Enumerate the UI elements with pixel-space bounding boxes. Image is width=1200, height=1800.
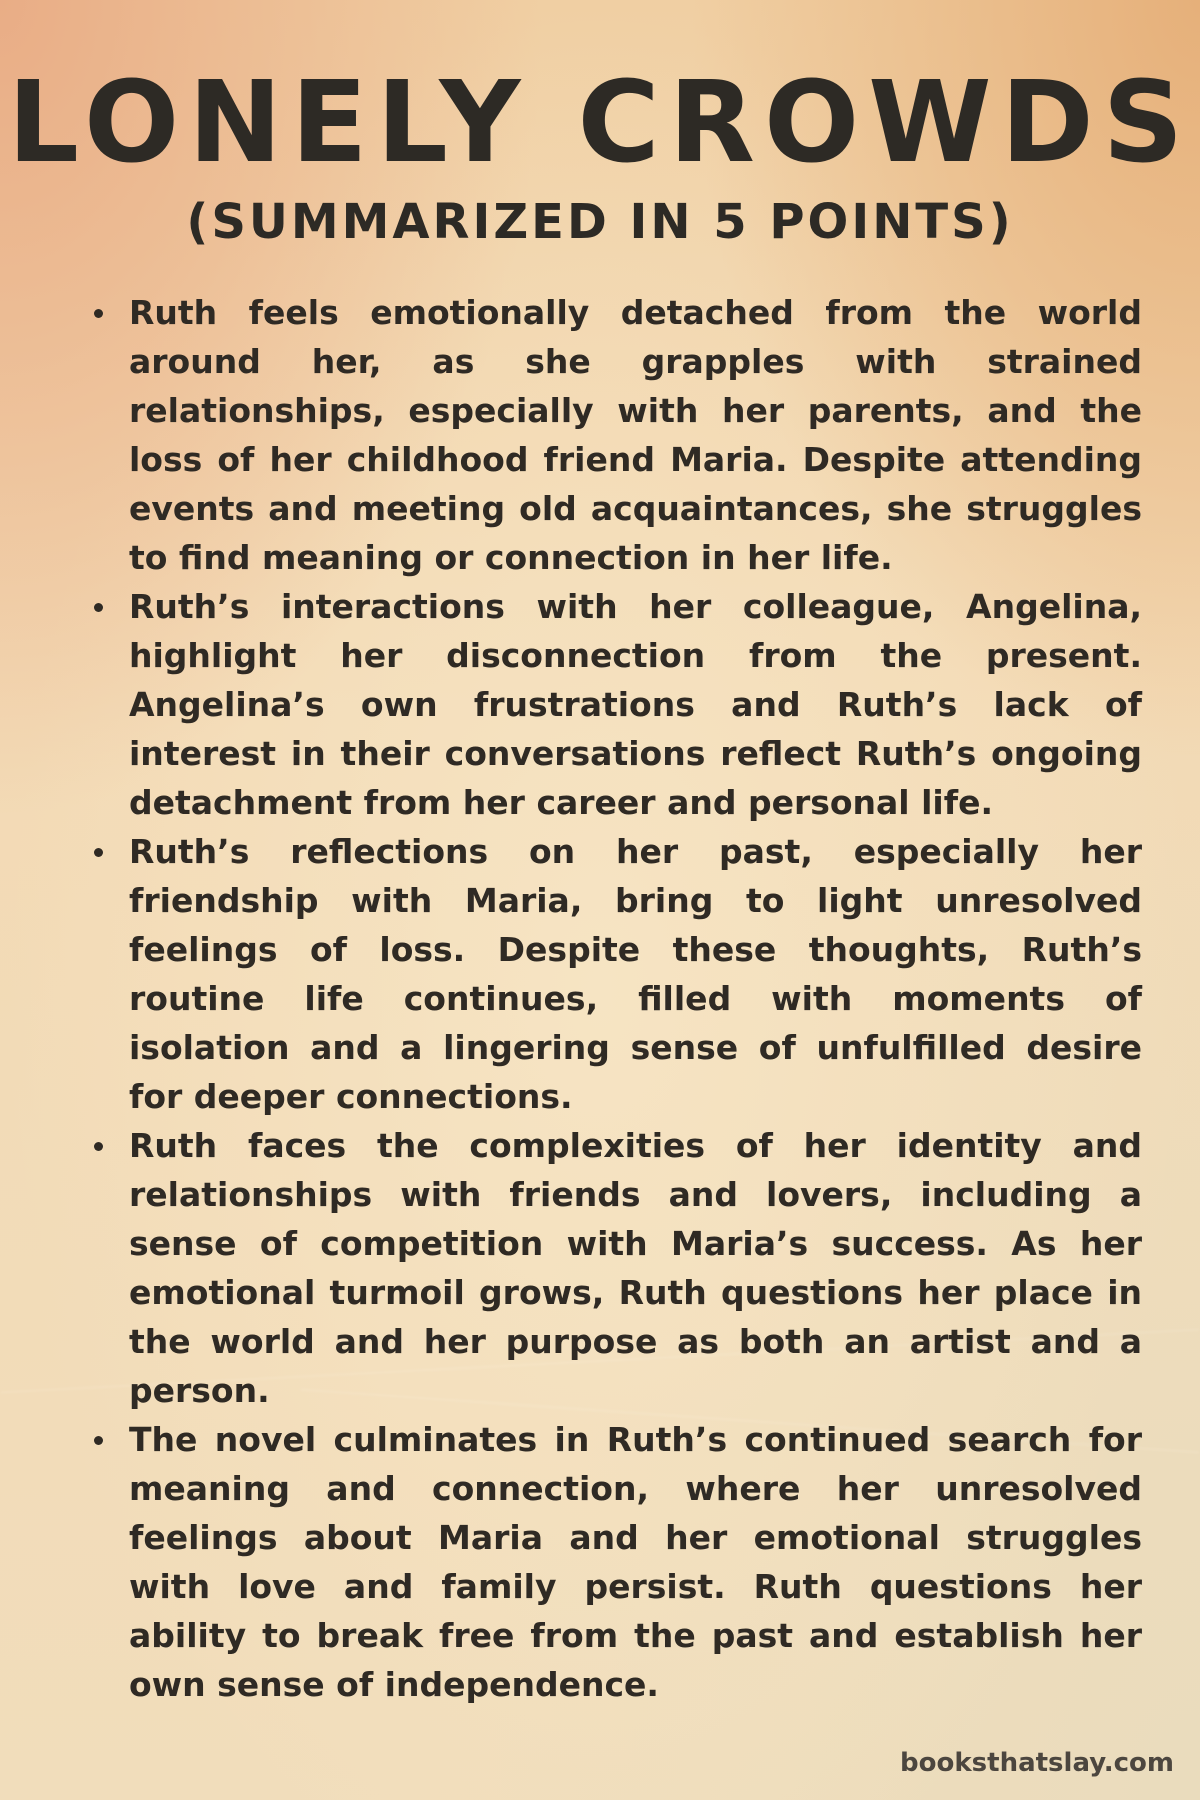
summary-point-text: The novel culminates in Ruth’s continued search for meaning and connection, where her unresolved feelings about Maria and her emotional struggles with love and family persist. Ruth questions her ability to break free from the past and establish her own sense of independence. bbox=[129, 1420, 1142, 1704]
summary-point-3 bbox=[88, 827, 1142, 1121]
page-title: LONELY CROWDS bbox=[7, 58, 1193, 188]
bullet-icon bbox=[94, 1142, 103, 1151]
page-subtitle: (SUMMARIZED IN 5 POINTS) bbox=[186, 194, 1014, 250]
bullet-icon bbox=[94, 309, 103, 318]
summary-point-text: Ruth faces the complexities of her identity and relationships with friends and lovers, including a sense of competition with Maria’s success. As her emotional turmoil grows, Ruth questions her place in the world and her purpose as both an artist and a person. bbox=[129, 1126, 1142, 1410]
bullet-icon bbox=[94, 848, 103, 857]
summary-point-text: Ruth’s interactions with her colleague, Angelina, highlight her disconnection from the present. Angelina’s own frustrations and Ruth’s lack of interest in their conversations reflect Ruth’s ongoing detachment from her career and personal life. bbox=[129, 587, 1142, 822]
website-credit: booksthatslay.com bbox=[900, 1748, 1174, 1778]
summary-point-5 bbox=[88, 1415, 1142, 1709]
summary-point-2 bbox=[88, 582, 1142, 827]
summary-point-4 bbox=[88, 1121, 1142, 1415]
summary-list bbox=[88, 288, 1142, 1709]
summary-point-text: Ruth feels emotionally detached from the world around her, as she grapples with strained relationships, especially with her parents, and the loss of her childhood friend Maria. Despite attending events and meeting old acquaintances, she struggles to find meaning or connection in her life. bbox=[129, 293, 1142, 577]
bullet-icon bbox=[94, 603, 103, 612]
bullet-icon bbox=[94, 1436, 103, 1445]
summary-point-text: Ruth’s reflections on her past, especially her friendship with Maria, bring to light unresolved feelings of loss. Despite these thoughts, Ruth’s routine life continues, filled with moments of isolation and a lingering sense of unfulfilled desire for deeper connections. bbox=[129, 832, 1142, 1116]
summary-point-1 bbox=[88, 288, 1142, 582]
